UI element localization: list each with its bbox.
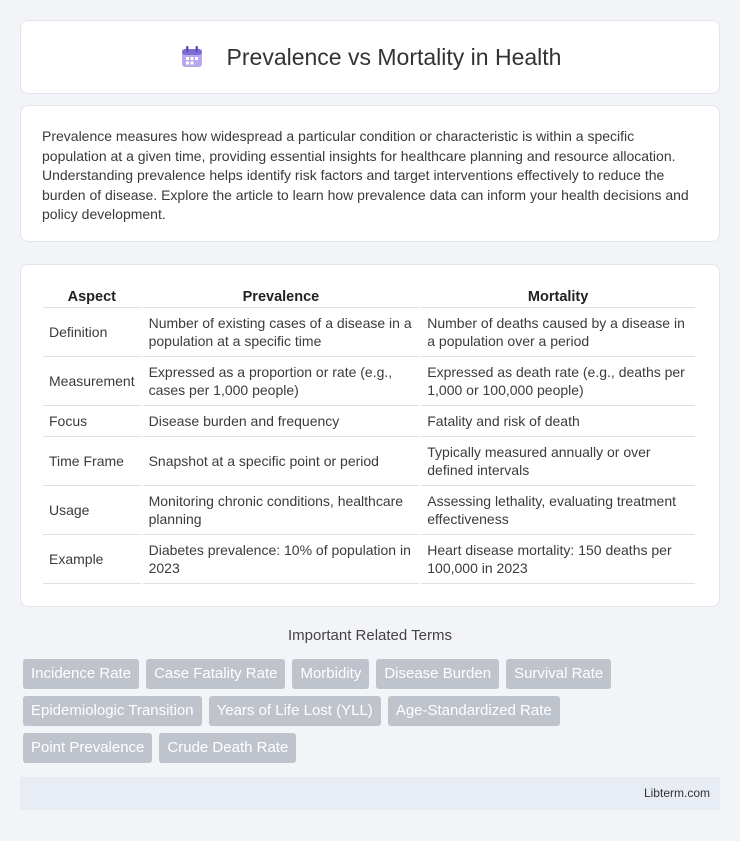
cell-aspect: Definition — [43, 308, 141, 357]
intro-text: Prevalence measures how widespread a particular condition or characteristic is within a specific population at a given time, providing essential insights for healthcare planning and resource allocation. Understanding prevalence helps identify risk factors and target interventions effectively to reduce the burden of disease. Explore the article to learn how prevalence data can inform your health decisions and policy development. — [42, 128, 689, 223]
related-term-tag[interactable]: Crude Death Rate — [159, 733, 296, 763]
comparison-table-card — [20, 264, 720, 607]
intro-card — [20, 105, 720, 242]
cell-mortality: Number of deaths caused by a disease in a population over a period — [421, 308, 695, 357]
cell-aspect: Example — [43, 535, 141, 584]
cell-mortality: Heart disease mortality: 150 deaths per 100,000 in 2023 — [421, 535, 695, 584]
cell-aspect: Focus — [43, 406, 141, 437]
cell-mortality: Expressed as death rate (e.g., deaths per 1,000 or 100,000 people) — [421, 357, 695, 406]
table-row — [43, 535, 695, 584]
header-card — [20, 20, 720, 94]
related-term-tag[interactable]: Years of Life Lost (YLL) — [209, 696, 381, 726]
cell-prevalence: Expressed as a proportion or rate (e.g., cases per 1,000 people) — [143, 357, 420, 406]
related-terms-list — [23, 659, 723, 770]
table-row — [43, 406, 695, 437]
comparison-table — [41, 286, 697, 584]
cell-mortality: Fatality and risk of death — [421, 406, 695, 437]
related-term-tag[interactable]: Point Prevalence — [23, 733, 152, 763]
related-term-tag[interactable]: Incidence Rate — [23, 659, 139, 689]
cell-prevalence: Disease burden and frequency — [143, 406, 420, 437]
calendar-icon — [179, 44, 205, 70]
table-row — [43, 437, 695, 486]
related-term-tag[interactable]: Age-Standardized Rate — [388, 696, 560, 726]
related-term-tag[interactable]: Morbidity — [292, 659, 369, 689]
related-term-tag[interactable]: Epidemiologic Transition — [23, 696, 202, 726]
header-aspect: Aspect — [43, 286, 141, 308]
footer-site-link[interactable]: Libterm.com — [643, 786, 710, 800]
header-prevalence: Prevalence — [143, 286, 420, 308]
table-row — [43, 308, 695, 357]
cell-aspect: Measurement — [43, 357, 141, 406]
cell-prevalence: Monitoring chronic conditions, healthcare planning — [143, 486, 420, 535]
related-terms-title: Important Related Terms — [288, 627, 452, 644]
cell-prevalence: Snapshot at a specific point or period — [143, 437, 420, 486]
cell-aspect: Usage — [43, 486, 141, 535]
footer — [20, 777, 720, 810]
cell-mortality: Assessing lethality, evaluating treatment effectiveness — [421, 486, 695, 535]
header-mortality: Mortality — [421, 286, 695, 308]
cell-prevalence: Diabetes prevalence: 10% of population in 2023 — [143, 535, 420, 584]
cell-mortality: Typically measured annually or over defined intervals — [421, 437, 695, 486]
related-term-tag[interactable]: Disease Burden — [376, 659, 499, 689]
cell-aspect: Time Frame — [43, 437, 141, 486]
table-header-row — [43, 286, 695, 308]
related-term-tag[interactable]: Survival Rate — [506, 659, 611, 689]
table-row — [43, 486, 695, 535]
page-title: Prevalence vs Mortality in Health — [226, 43, 562, 70]
table-row — [43, 357, 695, 406]
cell-prevalence: Number of existing cases of a disease in a population at a specific time — [143, 308, 420, 357]
related-term-tag[interactable]: Case Fatality Rate — [146, 659, 285, 689]
